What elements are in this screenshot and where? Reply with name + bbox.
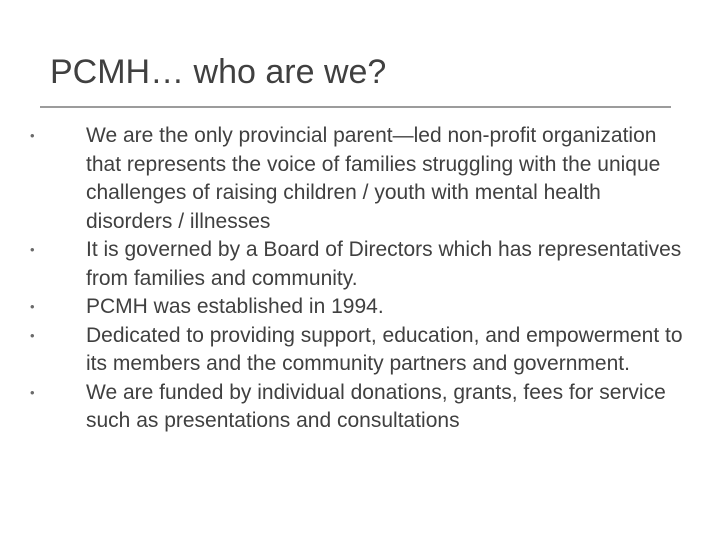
bullet-item	[30, 379, 690, 436]
bullet-icon: •	[30, 128, 35, 143]
bullet-list	[30, 122, 690, 436]
bullet-item	[30, 322, 690, 379]
slide-title: PCMH… who are we?	[50, 53, 387, 91]
bullet-item	[30, 236, 690, 293]
bullet-text: We are funded by individual donations, grants, fees for service such as presentations and consultations	[86, 380, 666, 432]
bullet-text: We are the only provincial parent—led non-profit organization that represents the voice of families struggling with the unique challenges of raising children / youth with mental health disorders / illnesses	[86, 124, 661, 233]
bullet-icon: •	[30, 242, 35, 257]
bullet-icon: •	[30, 327, 35, 343]
title-divider	[40, 106, 671, 108]
bullet-item	[30, 122, 690, 236]
bullet-text: It is governed by a Board of Directors which has representatives from families and community.	[86, 238, 682, 290]
bullet-item	[30, 293, 690, 322]
bullet-icon: •	[30, 299, 35, 314]
bullet-text: Dedicated to providing support, education, and empowerment to its members and the community partners and government.	[86, 323, 683, 375]
bullet-icon: •	[30, 384, 35, 400]
bullet-text: PCMH was established in 1994.	[86, 295, 384, 318]
